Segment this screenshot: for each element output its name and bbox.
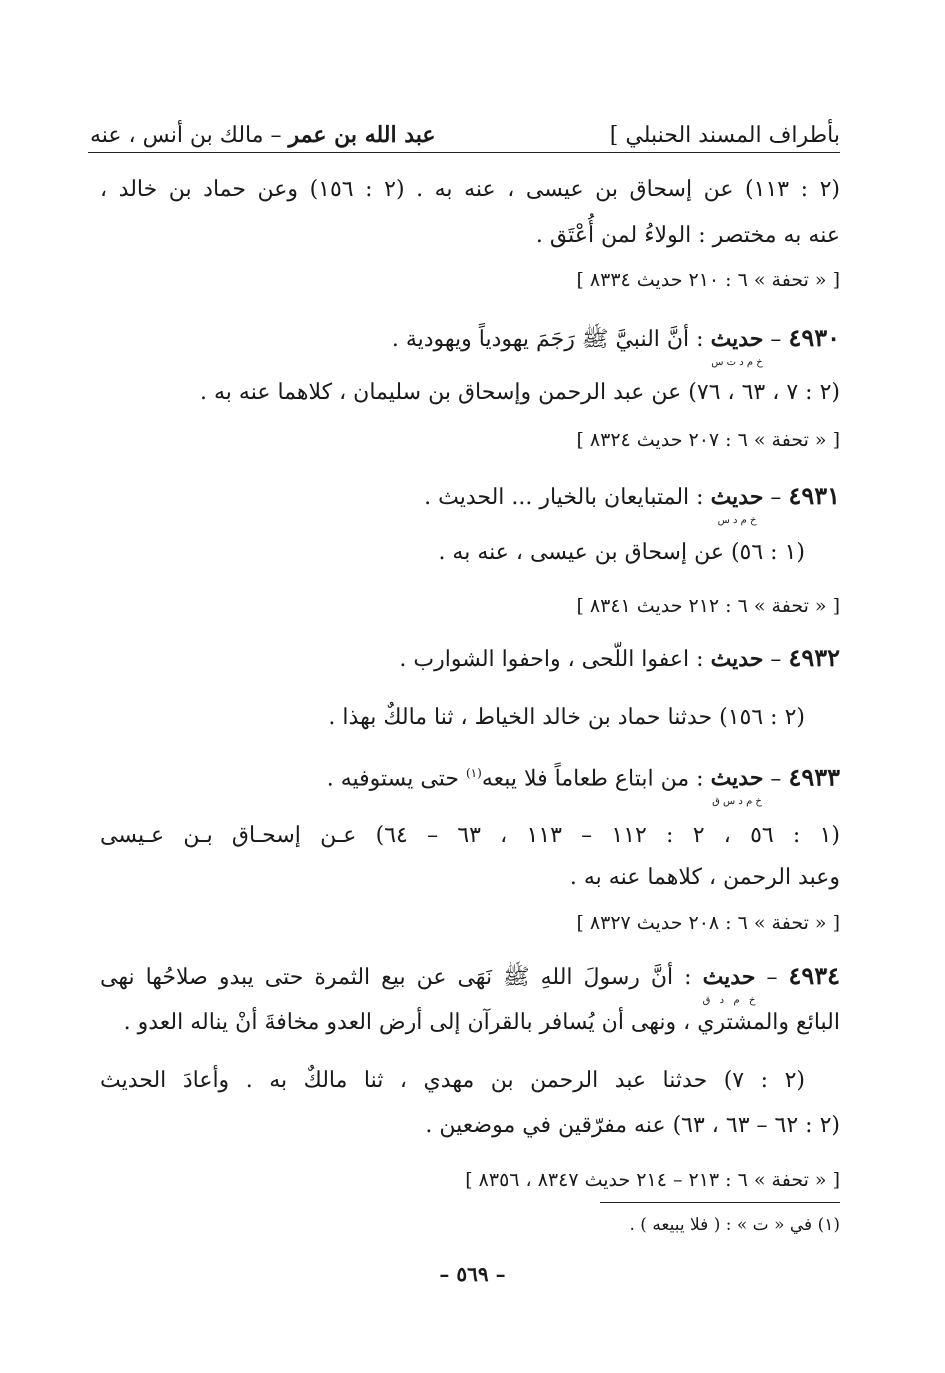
hadith-entry-4934: ٤٩٣٤ – حديث خ م د ق : أنَّ رسولَ اللهِ ﷺ نَهَى عن بيع الثمرة حتى يبدو صلاحُها نهى (100, 958, 840, 996)
hadith-text: : اعفوا اللّحى ، واحفوا الشوارب . (399, 647, 704, 672)
footnote-marker: (١) (465, 766, 482, 780)
running-header (90, 108, 840, 148)
footnote-rule (600, 1202, 840, 1203)
hadith-text: : أنَّ النبيَّ ﷺ رَجَمَ يهودياً ويهودية . (391, 327, 704, 352)
source-line: (٢ : ٧ ، ٦٣ ، ٧٦) عن عبد الرحمن وإسحاق بن سليمان ، كلاهما عنه به . (200, 380, 840, 405)
tuhfa-reference: [ « تحفة » ٦ : ٢٠٨ حديث ٨٣٢٧ ] (576, 912, 840, 934)
hadith-entry-4930: ٤٩٣٠ – حديث خ م د ت س : أنَّ النبيَّ ﷺ رَجَمَ يهودياً ويهودية . (100, 320, 840, 358)
tuhfa-reference: [ « تحفة » ٦ : ٢١٣ – ٢١٤ حديث ٨٣٤٧ ، ٨٣٥٦ ] (465, 1169, 840, 1191)
header-book-title: بأطراف المسند الحنبلي ] (609, 123, 840, 148)
footnote: (١) في « ت » : ( فلا يبيعه ) . (629, 1215, 840, 1235)
intro-line-2: عنه به مختصر : الولاءُ لمن أُعْتَق . (535, 223, 840, 248)
hadith-text: : أنَّ رسولَ اللهِ ﷺ نَهَى عن بيع الثمرة حتى يبدو صلاحُها نهى (100, 965, 692, 990)
tuhfa-reference: [ « تحفة » ٦ : ٢٠٧ حديث ٨٣٢٤ ] (576, 429, 840, 451)
hadith-keyword: حديث خ م د ت س (711, 321, 764, 357)
hadith-number: ٤٩٣٤ (788, 961, 840, 990)
hadith-text-continuation: البائع والمشتري ، ونهى أن يُسافر بالقرآن إلى أرض العدو مخافةَ أنْ يناله العدو . (123, 1010, 840, 1035)
hadith-number: ٤٩٣٠ (788, 323, 840, 352)
collection-sigla: خ م د س (717, 515, 757, 526)
page-number: – ٥٦٩ – (439, 1262, 506, 1286)
hadith-text: : من ابتاع طعاماً فلا يبعه (481, 766, 704, 792)
source-line: (٢ : ٦٢ – ٦٣ ، ٦٣) عنه مفرّقين في موضعين . (425, 1113, 840, 1138)
header-sub-narrator: – مالك بن أنس ، عنه (90, 123, 282, 148)
hadith-keyword: حديث خ م د ق (703, 959, 756, 995)
hadith-entry-4932: ٤٩٣٢ – حديث : اعفوا اللّحى ، واحفوا الشوارب . (100, 640, 840, 678)
source-line: (٢ : ١٥٦) حدثنا حماد بن خالد الخياط ، ثنا مالكٌ بهذا . (328, 705, 805, 730)
hadith-text: : المتبايعان بالخيار ... الحديث . (424, 485, 704, 510)
hadith-keyword: حديث خ م د س (711, 479, 764, 515)
hadith-number: ٤٩٣١ (788, 481, 840, 510)
tuhfa-reference: [ « تحفة » ٦ : ٢١٢ حديث ٨٣٤١ ] (576, 595, 840, 617)
hadith-number: ٤٩٣٣ (788, 762, 840, 792)
header-chapter (90, 122, 436, 148)
source-line: (٢ : ٧) حدثنا عبد الرحمن بن مهدي ، ثنا مالكٌ به . وأعادَ الحديث (100, 1068, 805, 1093)
collection-sigla: خ م د س ق (712, 796, 762, 808)
source-line: (١ : ٥٦) عن إسحاق بن عيسى ، عنه به . (438, 540, 805, 565)
hadith-keyword: حديث خ م د س ق (711, 760, 764, 796)
collection-sigla: خ م د ق (702, 995, 756, 1006)
tuhfa-reference: [ « تحفة » ٦ : ٢١٠ حديث ٨٣٣٤ ] (576, 269, 840, 291)
source-line: وعبد الرحمن ، كلاهما عنه به . (569, 865, 840, 890)
hadith-number: ٤٩٣٢ (788, 643, 840, 672)
intro-line-1: (٢ : ١١٣) عن إسحاق بن عيسى ، عنه به . (٢ : ١٥٦) وعن حماد بن خالد ، (100, 177, 841, 202)
header-narrator: عبد الله بن عمر (288, 122, 436, 148)
hadith-keyword: حديث (710, 646, 764, 672)
header-rule (88, 152, 840, 153)
source-line: (١ : ٥٦ ، ٢ : ١١٢ – ١١٣ ، ٦٣ – ٦٤) عـن إسحـاق بـن عـيسى (100, 823, 840, 848)
hadith-text-end: حتى يستوفيه . (326, 766, 459, 792)
collection-sigla: خ م د ت س (711, 357, 763, 368)
hadith-entry-4931: ٤٩٣١ – حديث خ م د س : المتبايعان بالخيار ... الحديث . (100, 478, 840, 516)
hadith-entry-4933: ٤٩٣٣ – حديث خ م د س ق : من ابتاع طعاماً فلا يبعه$^{(١)}$ حتى يستوفيه . (100, 755, 840, 797)
